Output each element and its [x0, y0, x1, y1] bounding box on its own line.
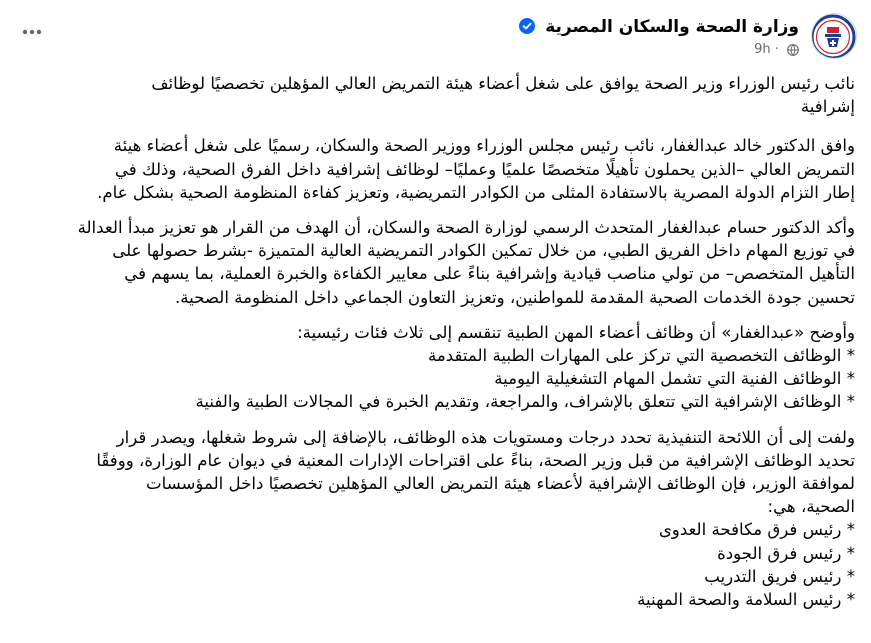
list-item: * رئيس السلامة والصحة المهنية — [637, 590, 855, 610]
post-header — [14, 12, 857, 62]
list-item: * رئيس فريق التدريب — [704, 566, 855, 586]
text-line: إطار التزام الدولة المصرية بالاستفادة المثلى من الكوادر التمريضية، وتعزيز كفاءة المنظومة الصحية بشكل عام. — [97, 182, 855, 202]
text-line: ولفت إلى أن اللائحة التنفيذية تحدد درجات ومستويات هذه الوظائف، بالإضافة إلى شروط شغلها، ويصدر قرار — [116, 427, 855, 447]
post-time[interactable]: 9h — [754, 42, 771, 57]
meta-separator: · — [774, 42, 779, 57]
text-line: وافق الدكتور خالد عبدالغفار، نائب رئيس مجلس الوزراء ووزير الصحة والسكان، رسميًا على شغل أعضاء هيئة — [113, 136, 855, 156]
text-line: الصحية، هي: — [767, 497, 855, 517]
post-meta — [754, 42, 799, 57]
verified-badge-icon — [519, 18, 535, 34]
post-paragraph — [14, 134, 855, 204]
post-body — [14, 72, 855, 623]
text-line: إشرافية — [800, 97, 855, 117]
post-paragraph — [14, 321, 855, 414]
list-item: * الوظائف الفنية التي تشمل المهام التشغيلية اليومية — [494, 369, 855, 389]
post-paragraph — [14, 216, 855, 309]
more-options-button[interactable] — [16, 16, 48, 48]
list-item: * الوظائف التخصصية التي تركز على المهارات الطبية المتقدمة — [428, 346, 855, 366]
post-paragraph — [14, 426, 855, 612]
page-name[interactable]: وزارة الصحة والسكان المصرية — [545, 17, 799, 37]
list-item: * رئيس فرق مكافحة العدوى — [658, 520, 855, 540]
text-line: التأهيل المتخصص– من تولي مناصب قيادية وإشرافية بناءً على معايير الكفاءة والخبرة العملية، بما يسهم في — [124, 264, 855, 284]
globe-icon — [787, 44, 799, 56]
text-line: وأوضح «عبدالغفار» أن وظائف أعضاء المهن الطبية تنقسم إلى ثلاث فئات رئيسية: — [297, 322, 855, 342]
text-line: في توزيع المهام داخل الفريق الطبي، من خلال تمكين الكوادر التمريضية العالية المتميزة -بشرط حصولها على — [112, 241, 855, 261]
list-item: * رئيس فرق الجودة — [717, 543, 855, 563]
page-name-row — [519, 16, 799, 38]
text-line: لموافقة الوزير، فإن الوظائف الإشرافية لأعضاء هيئة التمريض العالي المؤهلين تخصصيًا داخل المؤسسات — [146, 474, 855, 494]
text-line: وأكد الدكتور حسام عبدالغفار المتحدث الرسمي لوزارة الصحة والسكان، أن الهدف من القرار هو تعزيز مبدأ العدالة — [77, 218, 855, 238]
list-item: * الوظائف الإشرافية التي تتعلق بالإشراف، والمراجعة، وتقديم الخبرة في المجالات الطبية والفنية — [195, 392, 855, 412]
more-options-icon — [22, 29, 42, 35]
page-avatar[interactable] — [811, 13, 857, 59]
text-line: تحديد الوظائف الإشرافية من قبل وزير الصحة، بناءً على اقتراحات الإدارات المعنية في ديوان عام الوزارة، ووفقًا — [96, 450, 855, 470]
text-line: التمريض العالي –الذين يحملون تأهيلًا متخصصًا علميًا وعمليًا– لوظائف إشرافية داخل الفرق الصحية، وذلك في — [114, 159, 855, 179]
text-line: نائب رئيس الوزراء وزير الصحة يوافق على شغل أعضاء هيئة التمريض العالي المؤهلين تخصصيًا لوظائف — [151, 74, 855, 93]
text-line: تحسين جودة الخدمات الصحية المقدمة للمواطنين، وتعزيز التعاون الجماعي داخل المنظومة الصحية. — [175, 287, 855, 307]
post-headline — [14, 72, 855, 118]
ministry-logo-icon — [811, 14, 856, 59]
